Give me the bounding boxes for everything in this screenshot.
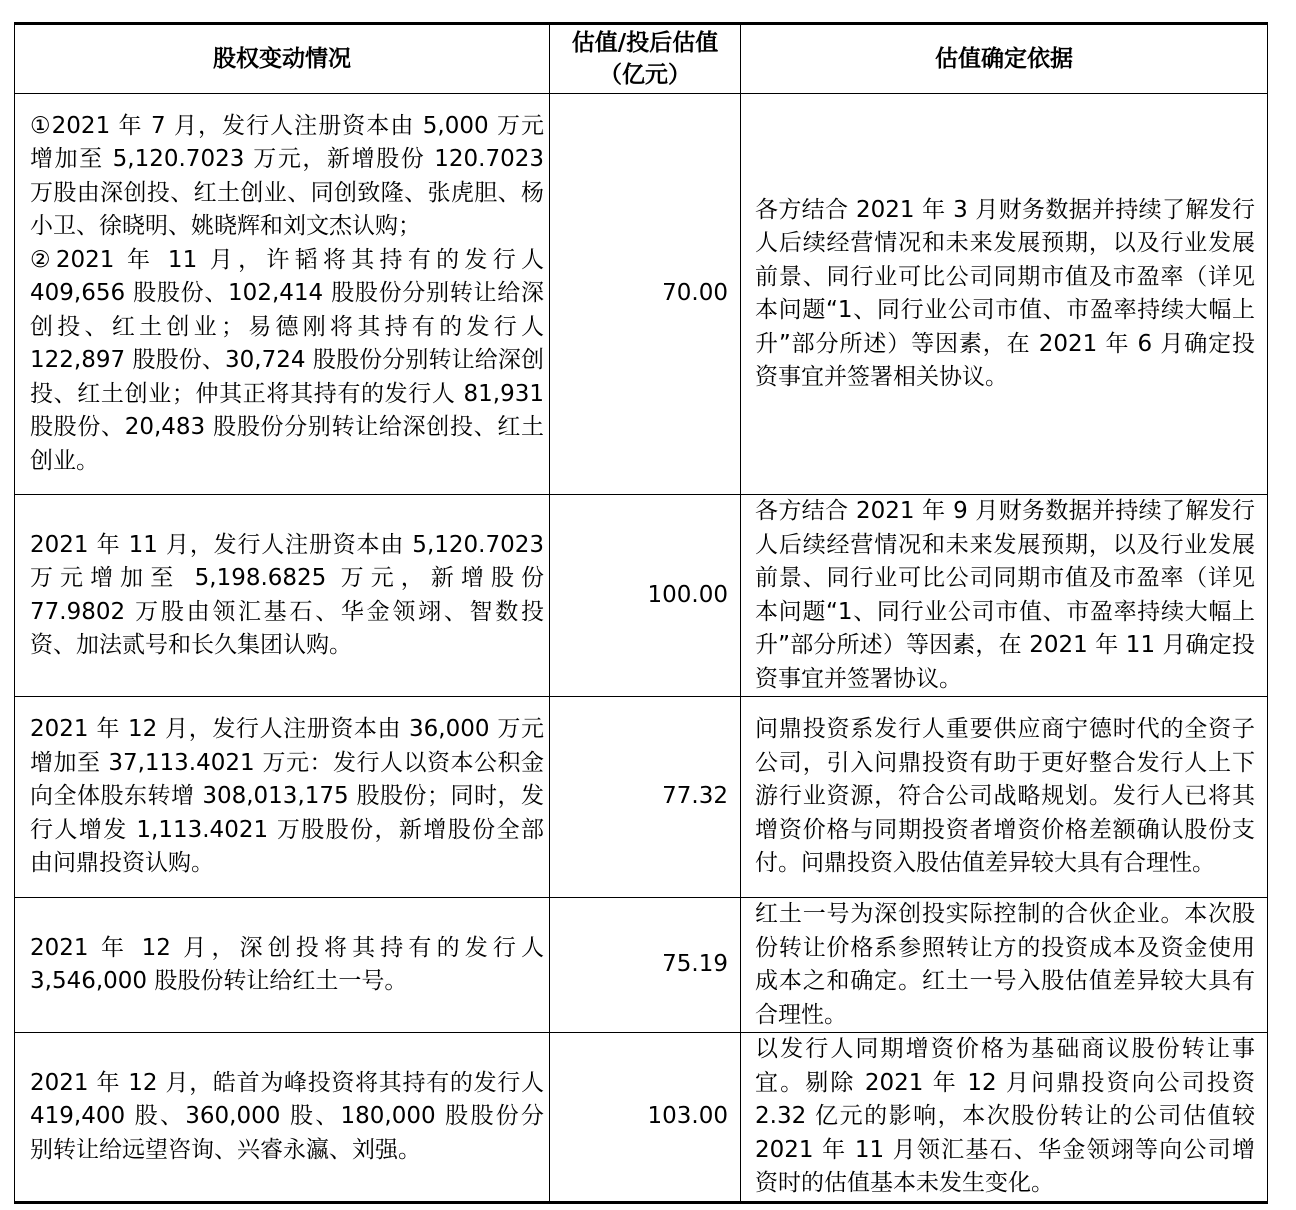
equity-change-cell [15, 94, 550, 495]
valuation-basis-cell: 各方结合 2021 年 9 月财务数据并持续了解发行人后续经营情况和未来发展预期，以及行业发展前景、同行业可比公司同期市值及市盈率（详见本问题“1、同行业公司市值、市盈率持续大幅上升”部分所述）等因素，在 2021 年 11 月确定投资事宜并签署协议。 [741, 495, 1268, 697]
equity-change-table [14, 22, 1268, 1204]
valuation-basis-cell: 各方结合 2021 年 3 月财务数据并持续了解发行人后续经营情况和未来发展预期，以及行业发展前景、同行业可比公司同期市值及市盈率（详见本问题“1、同行业公司市值、市盈率持续大幅上升”部分所述）等因素，在 2021 年 6 月确定投资事宜并签署相关协议。 [741, 94, 1268, 495]
table-row [15, 495, 1268, 697]
valuation-cell: 100.00 [550, 495, 741, 697]
table-row [15, 1033, 1268, 1203]
equity-change-paragraph: ①2021 年 7 月，发行人注册资本由 5,000 万元增加至 5,120.7023 万元，新增股份 120.7023 万股由深创投、红土创业、同创致隆、张虎胆、杨小卫、徐晓明、姚晓辉和刘文杰认购； [30, 112, 544, 240]
equity-change-paragraph: ②2021 年 11 月，许韬将其持有的发行人 409,656 股股份、102,414 股股份分别转让给深创投、红土创业；易德刚将其持有的发行人 122,897 股股份、30,724 股股份分别转让给深创投、红土创业；仲其正将其持有的发行人 81,931 股股份、20,483 股股份分别转让给深创投、红土创业。 [30, 246, 544, 474]
valuation-cell: 77.32 [550, 697, 741, 898]
valuation-basis-cell: 问鼎投资系发行人重要供应商宁德时代的全资子公司，引入问鼎投资有助于更好整合发行人上下游行业资源，符合公司战略规划。发行人已将其增资价格与同期投资者增资价格差额确认股份支付。问鼎投资入股估值差异较大具有合理性。 [741, 697, 1268, 898]
header-equity-change: 股权变动情况 [15, 24, 550, 94]
equity-change-cell: 2021 年 12 月，发行人注册资本由 36,000 万元增加至 37,113.4021 万元：发行人以资本公积金向全体股东转增 308,013,175 股股份；同时，发行人增发 1,113.4021 万股股份，新增股份全部由问鼎投资认购。 [15, 697, 550, 898]
header-valuation: 估值/投后估值（亿元） [550, 24, 741, 94]
header-row [15, 24, 1268, 94]
table-row [15, 94, 1268, 495]
valuation-cell: 70.00 [550, 94, 741, 495]
valuation-basis-cell: 以发行人同期增资价格为基础商议股份转让事宜。剔除 2021 年 12 月问鼎投资向公司投资 2.32 亿元的影响，本次股份转让的公司估值较 2021 年 11 月领汇基石、华金领翊等向公司增资时的估值基本未发生变化。 [741, 1033, 1268, 1203]
table-row [15, 697, 1268, 898]
valuation-cell: 103.00 [550, 1033, 741, 1203]
equity-change-cell: 2021 年 12 月，皓首为峰投资将其持有的发行人 419,400 股、360,000 股、180,000 股股份分别转让给远望咨询、兴睿永瀛、刘强。 [15, 1033, 550, 1203]
valuation-cell: 75.19 [550, 898, 741, 1033]
equity-change-cell: 2021 年 12 月，深创投将其持有的发行人 3,546,000 股股份转让给红土一号。 [15, 898, 550, 1033]
header-valuation-basis: 估值确定依据 [741, 24, 1268, 94]
valuation-basis-cell: 红土一号为深创投实际控制的合伙企业。本次股份转让价格系参照转让方的投资成本及资金使用成本之和确定。红土一号入股估值差异较大具有合理性。 [741, 898, 1268, 1033]
table-row [15, 898, 1268, 1033]
equity-change-cell: 2021 年 11 月，发行人注册资本由 5,120.7023 万元增加至 5,198.6825 万元，新增股份 77.9802 万股由领汇基石、华金领翊、智数投资、加法贰号和长久集团认购。 [15, 495, 550, 697]
